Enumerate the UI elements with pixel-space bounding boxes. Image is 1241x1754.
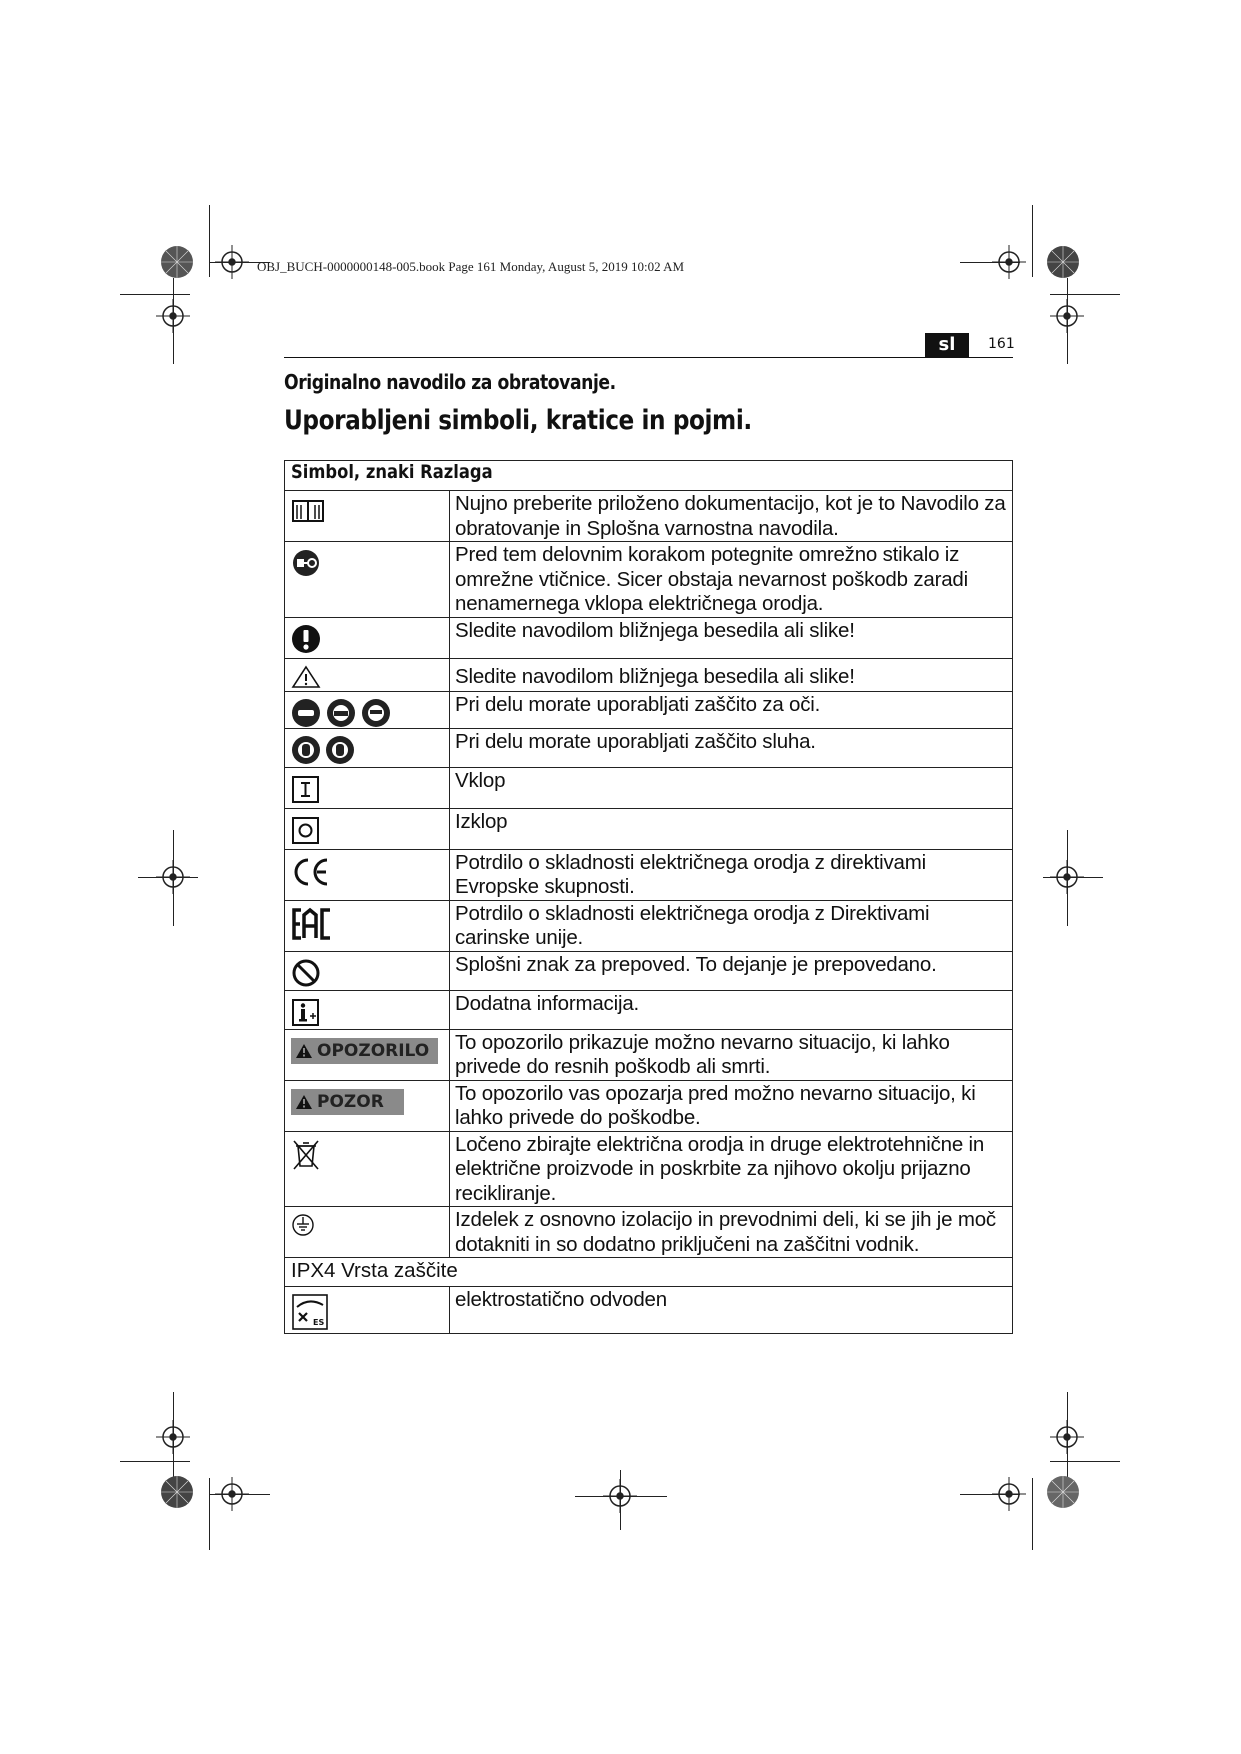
- subtitle: Originalno navodilo za obratovanje.: [284, 370, 616, 394]
- table-cell-icon: [285, 1080, 450, 1131]
- table-cell-icon: [285, 767, 450, 808]
- table-cell-text: Potrdilo o skladnosti električnega orodja z direktivami Evropske skupnosti.: [450, 849, 1013, 900]
- symbols-table: [284, 460, 1013, 1334]
- table-row: [285, 542, 1013, 618]
- table-cell-text: Splošni znak za prepoved. To dejanje je prepovedano.: [450, 951, 1013, 990]
- table-cell-full: IPX4 Vrsta zaščite: [285, 1258, 1013, 1287]
- table-cell-text: Sledite navodilom bližnjega besedila ali slike!: [450, 658, 1013, 691]
- table-cell-text: Izdelek z osnovno izolacijo in prevodnimi deli, ki se jih je moč dotakniti in so dodatno priključeni na zaščitni vodnik.: [450, 1207, 1013, 1258]
- table-row: [285, 491, 1013, 542]
- table-cell-text: Vklop: [450, 767, 1013, 808]
- weee-bin-icon: [291, 1138, 321, 1172]
- table-row: [285, 951, 1013, 990]
- power-on-icon: [291, 774, 321, 804]
- warning-triangle-icon: [291, 665, 321, 689]
- table-cell-text: Ločeno zbirajte električna orodja in druge elektrotehnične in električne proizvode in poskrbite za njihovo okolju prijazno recikliranje.: [450, 1131, 1013, 1207]
- table-row: [285, 1131, 1013, 1207]
- table-cell-icon: [285, 1207, 450, 1258]
- table-row: [285, 849, 1013, 900]
- table-header: [285, 461, 1013, 491]
- table-row: [285, 1029, 1013, 1080]
- table-row: [285, 1080, 1013, 1131]
- electrostatic-icon: [291, 1293, 331, 1331]
- table-row: [285, 990, 1013, 1029]
- book-icon: [291, 497, 325, 525]
- table-cell-icon: [285, 617, 450, 658]
- table-cell-text: Pred tem delovnim korakom potegnite omrežno stikalo iz omrežne vtičnice. Sicer obstaja nevarnost poškodb zaradi nenamernega vklopa električnega orodja.: [450, 542, 1013, 618]
- table-cell-text: Izklop: [450, 808, 1013, 849]
- table-row: [285, 900, 1013, 951]
- page-title: Uporabljeni simboli, kratice in pojmi.: [284, 405, 752, 436]
- table-header-row: [285, 461, 1013, 491]
- table-cell-text: Pri delu morate uporabljati zaščito za oči.: [450, 691, 1013, 728]
- table-cell-text: Dodatna informacija.: [450, 990, 1013, 1029]
- table-cell-icon: [285, 900, 450, 951]
- table-cell-icon: [285, 491, 450, 542]
- table-cell-text: To opozorilo vas opozarja pred možno nevarno situacijo, ki lahko privede do poškodbe.: [450, 1080, 1013, 1131]
- table-cell-icon: [285, 691, 450, 728]
- info-icon: [291, 997, 321, 1027]
- table-row: [285, 617, 1013, 658]
- table-cell-icon: [285, 951, 450, 990]
- table-cell-icon: [285, 849, 450, 900]
- warning-badge-icon: [291, 1038, 438, 1064]
- table-cell-text: Pri delu morate uporabljati zaščito sluha.: [450, 728, 1013, 767]
- table-header-label: Simbol, znaki Razlaga: [291, 461, 493, 483]
- table-cell-icon: [285, 658, 450, 691]
- table-cell-icon: [285, 1029, 450, 1080]
- svg-text:ES: ES: [313, 1318, 325, 1327]
- language-badge: sl: [925, 333, 969, 357]
- ce-mark-icon: [291, 856, 331, 888]
- table-row: [285, 1207, 1013, 1258]
- unplug-icon: [291, 548, 321, 578]
- page-number: 161: [988, 336, 1015, 352]
- table-row: [285, 808, 1013, 849]
- eac-mark-icon: [291, 907, 333, 941]
- eye-protection-icon: [291, 698, 391, 728]
- print-slug: OBJ_BUCH-0000000148-005.book Page 161 Monday, August 5, 2019 10:02 AM: [257, 259, 685, 274]
- table-row: [285, 1287, 1013, 1334]
- table-cell-icon: [285, 990, 450, 1029]
- table-row: [285, 767, 1013, 808]
- table-cell-text: To opozorilo prikazuje možno nevarno situacijo, ki lahko privede do resnih poškodb ali smrti.: [450, 1029, 1013, 1080]
- header-rule: [284, 357, 1013, 358]
- warning-triangle-icon: [295, 1094, 313, 1110]
- table-row: [285, 658, 1013, 691]
- table-cell-text: Nujno preberite priloženo dokumentacijo, kot je to Navodilo za obratovanje in Splošna varnostna navodila.: [450, 491, 1013, 542]
- table-row: [285, 728, 1013, 767]
- table-cell-icon: [285, 542, 450, 618]
- table-cell-icon: [285, 728, 450, 767]
- table-cell-icon: [285, 808, 450, 849]
- table-cell-text: Potrdilo o skladnosti električnega orodja z Direktivami carinske unije.: [450, 900, 1013, 951]
- warning-badge-label: OPOZORILO: [317, 1040, 430, 1061]
- table-row: [285, 1258, 1013, 1287]
- table-cell-icon: [285, 1131, 450, 1207]
- caution-badge-icon: [291, 1089, 404, 1115]
- table-row: [285, 691, 1013, 728]
- caution-badge-label: POZOR: [317, 1091, 384, 1112]
- protective-earth-icon: [291, 1213, 315, 1237]
- prohibition-icon: [291, 958, 321, 988]
- ear-protection-icon: [291, 735, 357, 765]
- exclamation-circle-icon: [291, 624, 321, 654]
- table-cell-text: Sledite navodilom bližnjega besedila ali slike!: [450, 617, 1013, 658]
- table-cell-icon: [285, 1287, 450, 1334]
- power-off-icon: [291, 815, 321, 845]
- warning-triangle-icon: [295, 1043, 313, 1059]
- table-cell-text: elektrostatično odvoden: [450, 1287, 1013, 1334]
